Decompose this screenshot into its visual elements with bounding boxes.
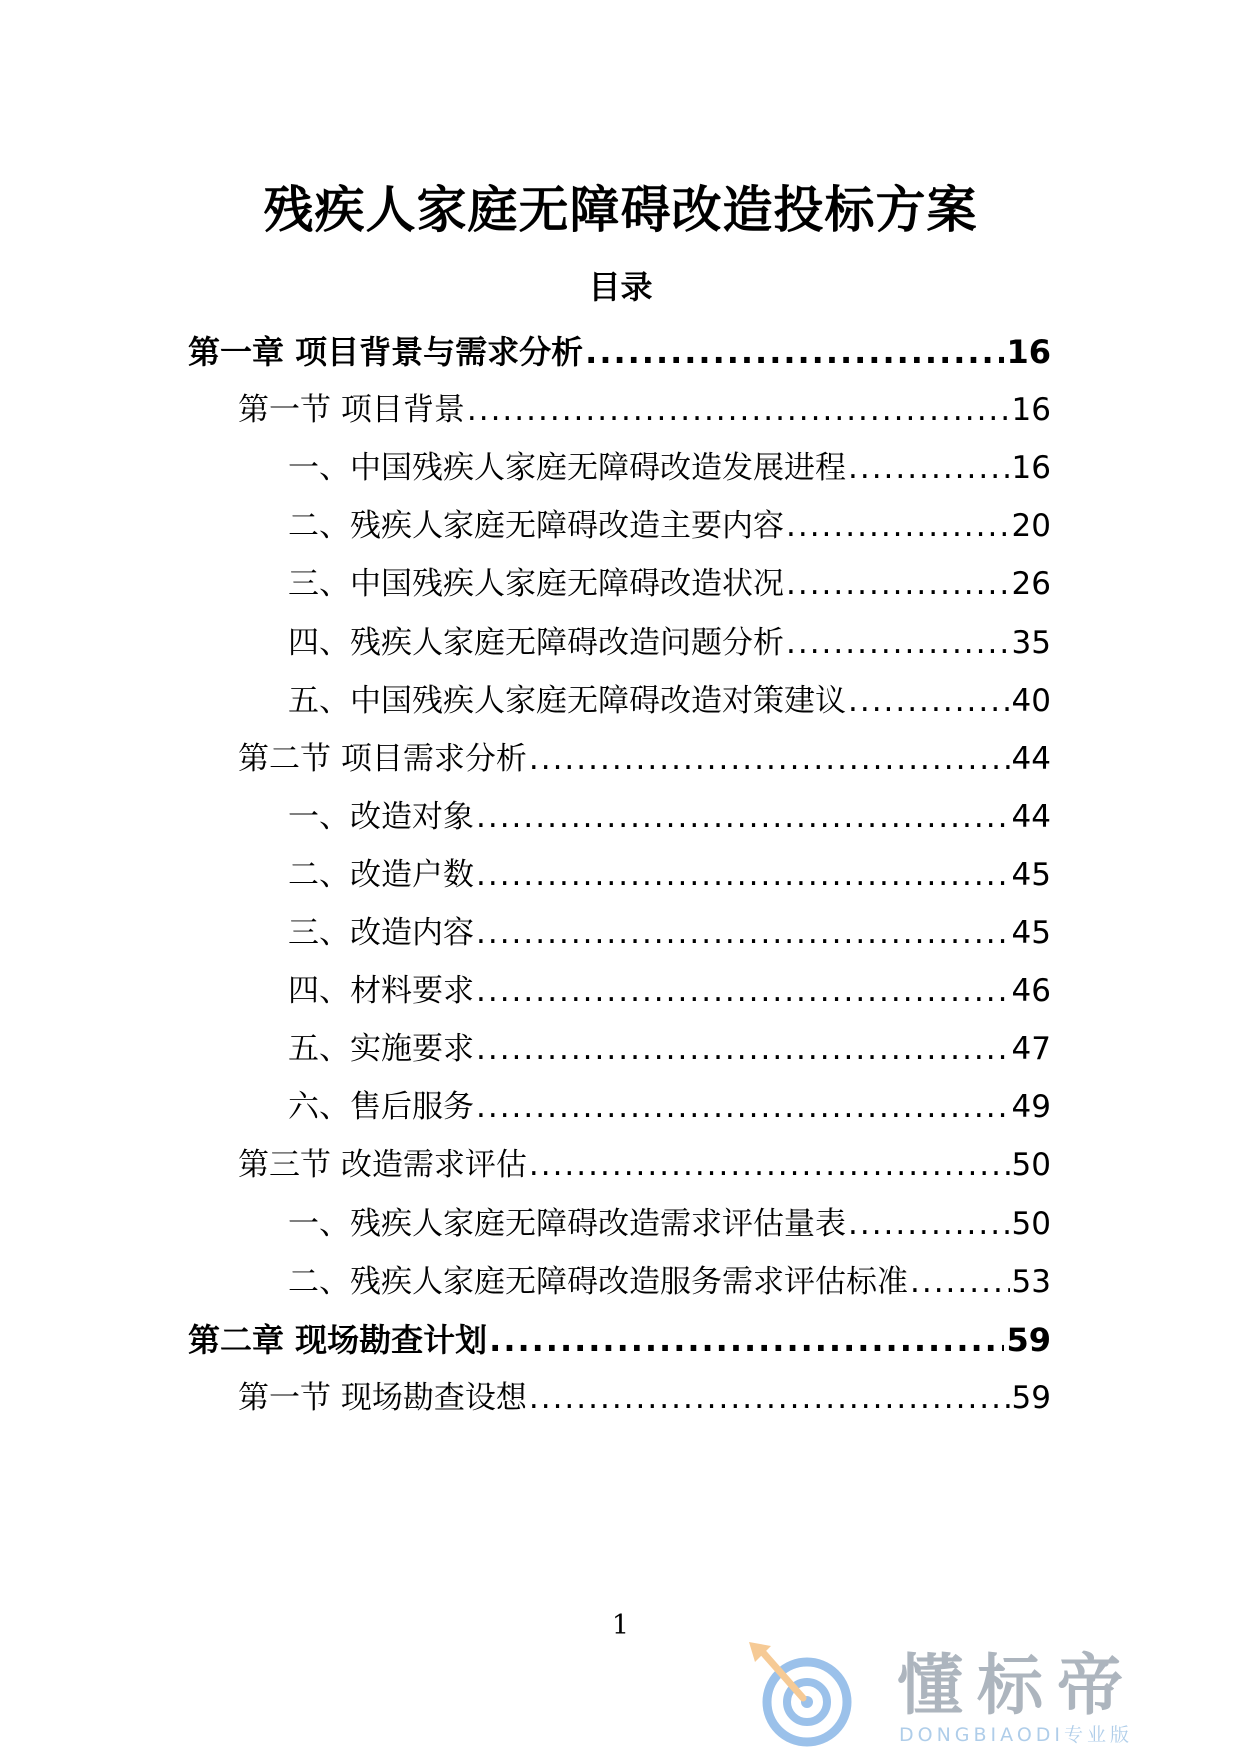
toc-item-entry[interactable] (288, 1257, 1051, 1307)
toc-entry-title: 三、中国残疾人家庭无障碍改造状况 (288, 566, 784, 603)
toc-dot-leader (476, 908, 1010, 958)
toc-entry-page: 53 (1011, 1263, 1051, 1300)
toc-item-entry[interactable] (288, 501, 1051, 551)
toc-entry-page: 49 (1011, 1089, 1051, 1126)
toc-entry-page: 35 (1011, 624, 1051, 661)
watermark-subtitle: DONGBIAODI专业版 (899, 1724, 1134, 1746)
toc-entry-page: 16 (1011, 392, 1051, 429)
toc-dot-leader (476, 792, 1010, 842)
target-logo-icon (745, 1640, 865, 1750)
toc-entry-page: 40 (1011, 682, 1051, 719)
toc-dot-leader (467, 385, 1010, 435)
toc-item-entry[interactable] (288, 443, 1051, 493)
toc-entry-title: 第一章 项目背景与需求分析 (188, 333, 584, 371)
toc-item-entry[interactable] (288, 559, 1051, 609)
page-number: 1 (611, 1610, 630, 1641)
toc-dot-leader (786, 559, 1010, 609)
toc-item-entry[interactable] (288, 966, 1051, 1016)
toc-entry-page: 44 (1011, 740, 1051, 777)
toc-chapter-entry[interactable] (188, 327, 1051, 377)
toc-entry-title: 二、改造户数 (288, 856, 474, 893)
toc-item-entry[interactable] (288, 1199, 1051, 1249)
toc-entry-page: 45 (1011, 856, 1051, 893)
toc-section-entry[interactable] (238, 385, 1051, 435)
toc-entry-title: 第二节 项目需求分析 (238, 740, 527, 777)
toc-section-entry[interactable] (238, 734, 1051, 784)
toc-dot-leader (786, 618, 1010, 668)
toc-item-entry[interactable] (288, 618, 1051, 668)
toc-dot-leader (848, 443, 1010, 493)
toc-dot-leader (529, 734, 1010, 784)
toc-entry-title: 二、残疾人家庭无障碍改造主要内容 (288, 508, 784, 545)
toc-dot-leader (529, 1373, 1010, 1423)
toc-section-entry[interactable] (238, 1373, 1051, 1423)
toc-entry-title: 一、残疾人家庭无障碍改造需求评估量表 (288, 1205, 846, 1242)
toc-dot-leader (476, 1082, 1010, 1132)
toc-item-entry[interactable] (288, 1082, 1051, 1132)
toc-entry-title: 五、实施要求 (288, 1031, 474, 1068)
toc-dot-leader (848, 676, 1010, 726)
toc-entry-title: 二、残疾人家庭无障碍改造服务需求评估标准 (288, 1263, 908, 1300)
toc-dot-leader (848, 1199, 1010, 1249)
toc-entry-title: 六、售后服务 (288, 1089, 474, 1126)
watermark (745, 1640, 1225, 1750)
toc-entry-title: 一、中国残疾人家庭无障碍改造发展进程 (288, 450, 846, 487)
toc-entry-page: 47 (1011, 1031, 1051, 1068)
toc-dot-leader (476, 850, 1010, 900)
toc-item-entry[interactable] (288, 676, 1051, 726)
toc-entry-title: 一、改造对象 (288, 798, 474, 835)
toc-entry-page: 16 (1006, 333, 1051, 371)
toc-item-entry[interactable] (288, 850, 1051, 900)
toc-dot-leader (476, 966, 1010, 1016)
toc-entry-page: 45 (1011, 915, 1051, 951)
toc-entry-page: 50 (1011, 1147, 1051, 1184)
toc-entry-title: 第三节 改造需求评估 (238, 1147, 527, 1184)
toc-dot-leader (786, 501, 1010, 551)
toc-entry-page: 46 (1011, 973, 1051, 1010)
toc-item-entry[interactable] (288, 908, 1051, 958)
toc-section-entry[interactable] (238, 1140, 1051, 1190)
watermark-brand: 懂标帝 (897, 1647, 1137, 1724)
document-title: 残疾人家庭无障碍改造投标方案 (263, 181, 978, 239)
toc-entry-page: 59 (1006, 1320, 1051, 1359)
toc-dot-leader (910, 1257, 1010, 1307)
toc-item-entry[interactable] (288, 792, 1051, 842)
toc-entry-title: 第二章 现场勘查计划 (188, 1320, 488, 1359)
toc-entry-page: 16 (1011, 450, 1051, 487)
toc-entry-title: 四、材料要求 (288, 973, 474, 1010)
toc-entry-page: 44 (1011, 798, 1051, 835)
toc-dot-leader (476, 1024, 1010, 1074)
toc-chapter-entry[interactable] (188, 1315, 1051, 1365)
toc-item-entry[interactable] (288, 1024, 1051, 1074)
toc-entry-page: 50 (1011, 1205, 1051, 1242)
toc-entry-page: 26 (1011, 566, 1051, 603)
toc-entry-title: 第一节 现场勘查设想 (238, 1379, 527, 1416)
toc-entry-title: 四、残疾人家庭无障碍改造问题分析 (288, 624, 784, 661)
toc-dot-leader (489, 1315, 1004, 1365)
toc-entry-page: 20 (1011, 508, 1051, 545)
toc-entry-title: 三、改造内容 (288, 915, 474, 951)
toc-dot-leader (529, 1140, 1010, 1190)
toc-heading: 目录 (588, 268, 653, 306)
toc-entry-page: 59 (1011, 1379, 1051, 1416)
toc-entry-title: 五、中国残疾人家庭无障碍改造对策建议 (288, 682, 846, 719)
toc-dot-leader (585, 327, 1004, 377)
toc-entry-title: 第一节 项目背景 (238, 392, 465, 429)
